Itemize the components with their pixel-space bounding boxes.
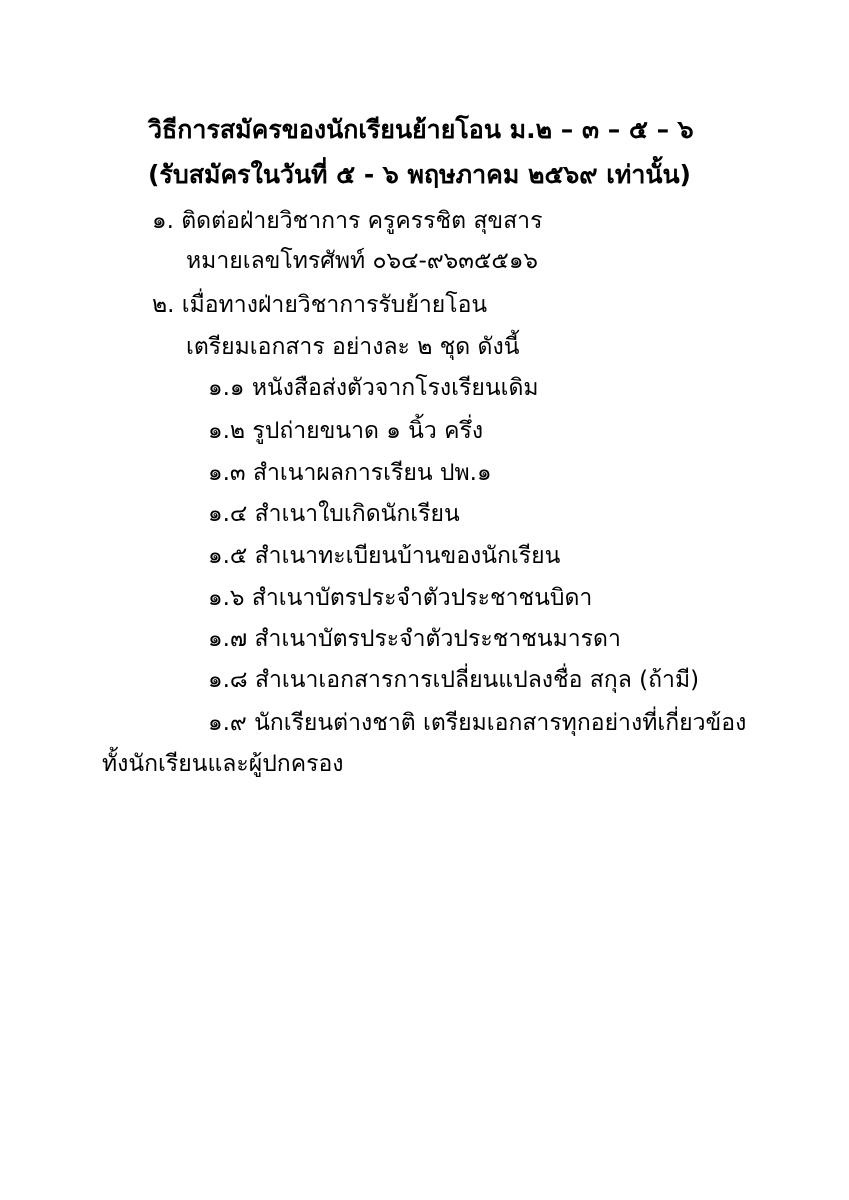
document-item: ๑.๑ หนังสือส่งตัวจากโรงเรียนเดิม: [208, 375, 539, 401]
document-item-continuation: ทั้งนักเรียนและผู้ปกครอง: [102, 751, 344, 777]
document-item: ๑.๕ สำเนาทะเบียนบ้านของนักเรียน: [208, 543, 561, 569]
document-item: ๑.๙ นักเรียนต่างชาติ เตรียมเอกสารทุกอย่างที่เกี่ยวข้อง: [208, 710, 747, 736]
page-title: วิธีการสมัครของนักเรียนย้ายโอน ม.๒ – ๓ – ๕ – ๖: [148, 115, 694, 144]
document-item: ๑.๓ สำเนาผลการเรียน ปพ.๑: [208, 460, 492, 486]
document-item: ๑.๔ สำเนาใบเกิดนักเรียน: [208, 501, 460, 527]
step-2-accept: ๒. เมื่อทางฝ่ายวิชาการรับย้ายโอน: [152, 292, 488, 318]
document-item: ๑.๒ รูปถ่ายขนาด ๑ นิ้ว ครึ่ง: [208, 418, 484, 444]
step-1-phone: หมายเลขโทรศัพท์ ๐๖๔-๙๖๓๕๕๑๖: [186, 248, 539, 274]
document-item: ๑.๗ สำเนาบัตรประจำตัวประชาชนมารดา: [208, 626, 621, 652]
document-item: ๑.๖ สำเนาบัตรประจำตัวประชาชนบิดา: [208, 585, 593, 611]
step-2-prepare: เตรียมเอกสาร อย่างละ ๒ ชุด ดังนี้: [186, 334, 520, 360]
page-subtitle: (รับสมัครในวันที่ ๕ - ๖ พฤษภาคม ๒๕๖๙ เท่านั้น): [148, 160, 691, 189]
step-1-contact: ๑. ติดต่อฝ่ายวิชาการ ครูครรชิต สุขสาร: [152, 208, 543, 234]
document-item: ๑.๘ สำเนาเอกสารการเปลี่ยนแปลงชื่อ สกุล (ถ้ามี): [208, 667, 700, 693]
